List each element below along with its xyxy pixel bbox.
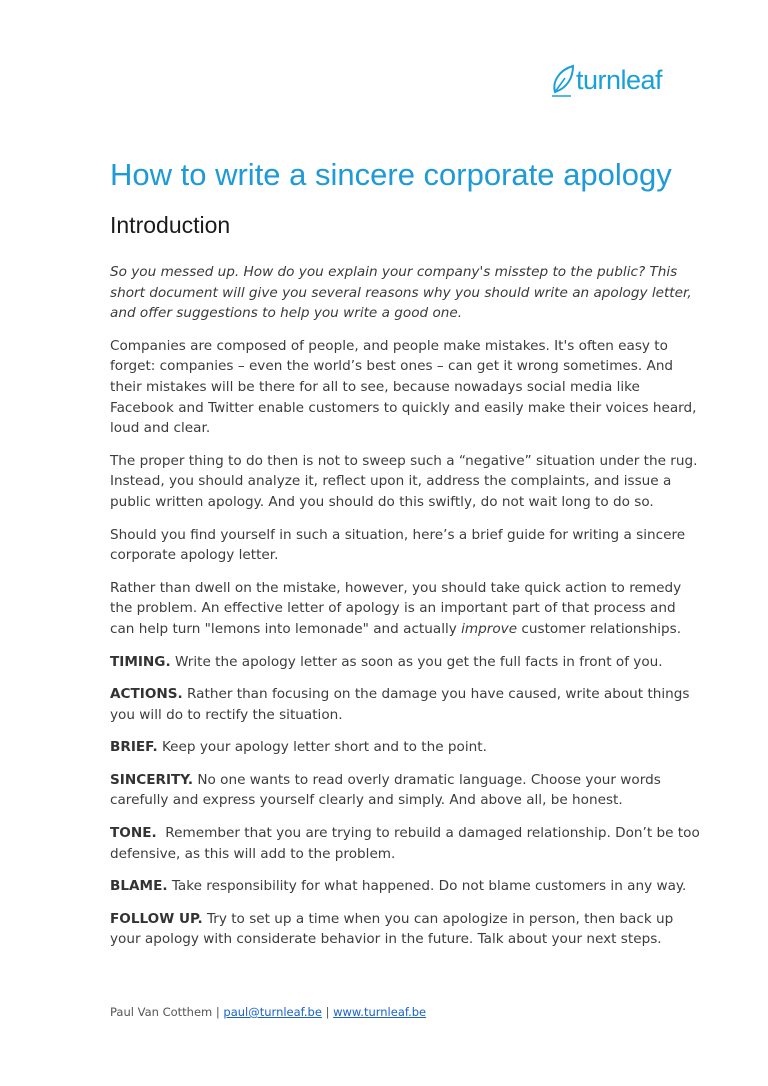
tip-tone [110,823,705,864]
footer-separator: | [321,1005,334,1019]
tip-timing [110,652,700,673]
leaf-icon [551,62,575,98]
body-paragraph: The proper thing to do then is not to sweep such a “negative” situation under the rug. Instead, you should analyze it, reflect upon it, address the complaints, and issue a public written apology. And you should do this swiftly, do not wait long to do so. [110,452,698,510]
remedy-text-end: customer relationships. [517,620,682,637]
email-link[interactable]: paul@turnleaf.be [223,1005,322,1019]
turnleaf-logo [551,60,662,100]
tip-text: Try to set up a time when you can apologize in person, then back up your apology with considerate behavior in the future. Talk about your next steps. [110,910,674,948]
tip-text: Keep your apology letter short and to the point. [157,739,487,756]
tip-text: Take responsibility for what happened. Do not blame customers in any way. [167,878,687,895]
logo-text: turnleaf [576,64,663,95]
tip-label: TIMING. [110,653,171,670]
body-paragraph: Companies are composed of people, and people make mistakes. It's often easy to forget: companies – even the world’s best ones – can get it wrong sometimes. And their mistakes will be there for all to see, because nowadays social media like Facebook and Twitter enable customers to quickly and easily make their voices heard, loud and clear. [110,337,697,437]
tip-text: Remember that you are trying to rebuild a damaged relationship. Don’t be too defensive, as this will add to the problem. [110,825,705,862]
author-name: Paul Van Cotthem [110,1005,213,1019]
tip-text: Write the apology letter as soon as you get the full facts in front of you. [170,653,663,670]
page-footer [110,1005,426,1019]
tip-actions [110,684,700,725]
remedy-text: Rather than dwell on the mistake, however, you should take quick action to remedy the problem. An effective letter of apology is an important part of that process and can help turn "lemons into lemonade" and actually [110,579,682,637]
tip-brief [110,737,700,758]
tip-label: FOLLOW UP. [110,910,203,927]
remedy-paragraph [110,578,700,640]
tip-text: Rather than focusing on the damage you have caused, write about things you will do to rectify the situation. [110,686,690,723]
tip-blame [110,876,700,897]
tip-text: No one wants to read overly dramatic language. Choose your words carefully and express yourself clearly and simply. And above all, be honest. [110,771,661,809]
document-body [110,262,705,962]
tip-label: TONE. [110,825,157,842]
footer-separator: | [212,1005,224,1019]
tip-label: BLAME. [110,878,168,895]
emphasis-text: improve [461,620,518,637]
tip-label: ACTIONS. [110,686,183,703]
tip-follow-up [110,909,700,950]
body-paragraph: Should you find yourself in such a situation, here’s a brief guide for writing a sincere corporate apology letter. [110,526,686,564]
section-heading: Introduction [110,212,231,238]
tip-sincerity [110,770,700,811]
tip-label: SINCERITY. [110,771,194,788]
intro-paragraph: So you messed up. How do you explain your company's misstep to the public? This short document will give you several reasons why you should write an apology letter, and offer suggestions to help you write a good one. [110,264,692,322]
website-link[interactable]: www.turnleaf.be [333,1005,427,1019]
tip-label: BRIEF. [110,739,158,756]
page-title: How to write a sincere corporate apology [110,157,672,192]
